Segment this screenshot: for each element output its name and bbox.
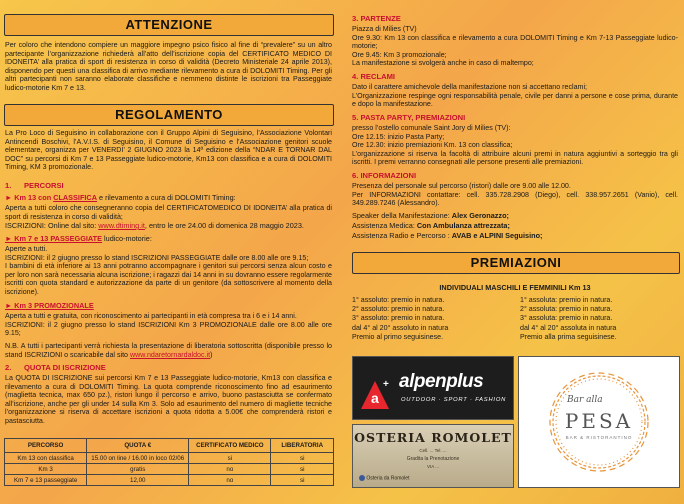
col-certificato: CERTIFICATO MEDICO <box>189 439 271 453</box>
col-liberatoria: LIBERATORIA <box>271 439 334 453</box>
km13-classifica-heading <box>5 194 236 203</box>
quota-heading: 2. QUOTA DI ISCRIZIONE <box>5 363 106 372</box>
premi-maschili <box>352 296 512 342</box>
table-cell: Km 13 con classifica <box>5 453 87 464</box>
premiazioni-subtitle: INDIVIDUALI MASCHILI E FEMMINILI Km 13 <box>439 283 591 292</box>
km3-text: Aperta a tutti e gratuita, con riconoscimento ai partecipanti in età compresa tra i 6 e i 14 anni. ISCRIZIONI: il 2 giugno presso lo stand ISCRIZIONI Km 3 PROMOZIONALE dalle ore 8.00 alle ore 9.15; <box>5 312 332 338</box>
pesa-tagline: BAR & RISTORANTINO <box>565 435 633 440</box>
table-cell: gratis <box>87 464 189 475</box>
medica-value: Con Ambulanza attrezzata; <box>416 221 510 230</box>
premio-line: dal 4° al 20° assoluto in natura <box>352 323 449 332</box>
table-cell: Km 3 <box>5 464 87 475</box>
table-cell: 12,00 <box>87 475 189 486</box>
regolamento-intro: La Pro Loco di Seguisino in collaborazione con il Gruppo Alpini di Seguisino, l’Associazione Volontari Antincendi Boschivi, l’A.V.I.S. di Seguisino, il Comune di Seguisino e l’Associazione genitori scuole elementare, organizza per VENERDI’ 2 GIUGNO 2023 la 14ª edizione della “NDAR E TORNAR DAL DOC” su percorsi di Km 7 e 13 Passeggiate ludico-motorie, Km13 con classifica e a cura di DOLOMITI Timing, KM 3 promozionale. <box>5 129 332 172</box>
reclami-heading: 4. RECLAMI <box>352 72 396 81</box>
km13-iscrizioni-suffix: , entro le ore 24.00 di domenica 28 maggio 2023. <box>144 221 304 230</box>
osteria-social-label: Osteria da Romolet <box>366 475 410 482</box>
svg-text:+: + <box>383 379 389 390</box>
premio-line: 2° assoluta: premio in natura. <box>520 305 613 314</box>
table-cell: si <box>271 475 334 486</box>
table-cell: Km 7 e 13 passeggiate <box>5 475 87 486</box>
premio-line: 1° assoluta: premio in natura. <box>520 296 613 304</box>
km3-heading: ► Km 3 PROMOZIONALE <box>5 301 94 310</box>
table-row <box>5 453 334 464</box>
km7e13-key: ► Km 7 e 13 PASSEGGIATE <box>5 234 102 243</box>
radio-label: Assistenza Radio e Percorso : <box>352 231 450 240</box>
informazioni-heading: 6. INFORMAZIONI <box>352 171 417 180</box>
table-cell: si <box>271 464 334 475</box>
pasta-text: presso l’ostello comunale Saint Jory di Milies (TV): Ore 12.15: inizio Pasta Party; Ore 12.30: inizio premiazioni Km. 13 con classifica; L’organizzazione si riserva la facoltà di attribuire alcuni premi in natura aggiuntivi a sorteggio tra gli iscritti. I premi verranno consegnati alle persone presenti alle premiazioni. <box>352 124 678 167</box>
premio-line: Premio alla prima seguisinese. <box>520 332 617 341</box>
table-cell: no <box>189 464 271 475</box>
alpenplus-logo-icon <box>361 369 397 409</box>
facebook-icon <box>359 475 365 481</box>
premiazioni-banner: PREMIAZIONI <box>352 252 680 274</box>
table-cell: no <box>189 475 271 486</box>
km13-iscrizioni-prefix: ISCRIZIONI: Online dal sito: <box>5 221 97 230</box>
partenze-heading: 3. PARTENZE <box>352 14 401 23</box>
km3-nb <box>5 342 332 359</box>
premio-line: 3° assoluto: premio in natura. <box>352 314 445 323</box>
attenzione-banner: ATTENZIONE <box>4 14 334 36</box>
sponsor-pesa <box>518 356 680 488</box>
quota-table-header <box>5 439 334 453</box>
km13-suffix: e rilevamento a cura di DOLOMITI Timing: <box>99 193 236 202</box>
alpenplus-tagline: OUTDOOR · SPORT · FASHION <box>401 397 507 403</box>
percorsi-heading: 1. PERCORSI <box>5 181 64 190</box>
km13-classifica-text: Aperta a tutti coloro che consegneranno copia del CERTIFICATOMEDICO DI IDONEITA’ alla pratica di sport di resistenza in corso di validità; <box>5 204 332 221</box>
pasta-heading: 5. PASTA PARTY, PREMIAZIONI <box>352 113 466 122</box>
partenze-text <box>352 25 678 68</box>
reclami-text: Dato il carattere amichevole della manifestazione non si accettano reclami; L’Organizzazione respinge ogni responsabilità penale, civile per danni a persone e cose prima, durante e dopo la manifestazione. <box>352 83 678 109</box>
premio-line: Premio al primo seguisinese. <box>352 332 444 341</box>
radio-line <box>352 232 542 241</box>
table-row <box>5 475 334 486</box>
km7e13-heading <box>5 235 152 244</box>
premio-line: 3° assoluta: premio in natura. <box>520 314 613 323</box>
km3-nb-suffix: ) <box>210 350 213 359</box>
partenze-line: Piazza di Milies (TV) <box>352 25 417 33</box>
attenzione-text: Per coloro che intendono compiere un maggiore impegno psico fisico al fine di “prevalere” su un altro partecipante l’organizzazione richiederà all’atto dell’iscrizione copia del CERTIFICATO MEDICO DI IDONEITA’ alla pratica di sport di resistenza in corso di validità (Decreto Ministeriale 24 aprile 2013), disponendo per questi una classifica di arrivo mediante rilevamento a cura di DOLOMITI Timing. Per gli altri partecipanti non saranno elaborate classifiche e nemmeno distinte le iscrizioni tra Passeggiate ludico-motorie Km 7 e 13. <box>5 41 332 92</box>
table-cell: si <box>271 453 334 464</box>
partenze-line: La manifestazione si svolgerà anche in caso di maltempo; <box>352 59 534 68</box>
km13-prefix: ► Km 13 con <box>5 193 52 202</box>
osteria-note: Gradita la Prenotazione <box>406 456 460 462</box>
regolamento-banner: REGOLAMENTO <box>4 104 334 126</box>
speaker-name: Alex Geronazzo; <box>451 211 509 220</box>
alpenplus-name: alpenplus <box>399 371 484 392</box>
km7e13-suffix: ludico-motorie: <box>104 234 152 243</box>
medica-label: Assistenza Medica: <box>352 221 415 230</box>
col-quota: QUOTA € <box>87 439 189 453</box>
km3-nb-prefix: N.B. A tutti i partecipanti verrà richiesta la presentazione di liberatoria sottoscritta (disponibile presso lo stand ISCRIZIONI o scaricabile dal sito <box>5 342 332 359</box>
premio-line: 2° assoluto: premio in natura. <box>352 305 445 314</box>
dtiming-link[interactable]: www.dtiming.it <box>98 221 145 230</box>
quota-table <box>4 438 334 486</box>
partenze-line: Ore 9.30: Km 13 con classifica e rilevamento a cura DOLOMITI Timing e Km 7-13 Passeggiate ludico-motorie; <box>352 33 678 51</box>
pesa-script: Bar alla <box>567 395 603 405</box>
km13-classifica-key: CLASSIFICA <box>53 193 97 202</box>
osteria-name: OSTERIA ROMOLET <box>354 430 512 445</box>
premio-line: 1° assoluto: premio in natura. <box>352 296 445 304</box>
table-row <box>5 464 334 475</box>
km13-iscrizioni <box>5 222 304 231</box>
quota-text: La QUOTA DI ISCRIZIONE sui percorsi Km 7 e 13 Passeggiate ludico-motorie, Km13 con classifica e rilevamento a cura di DOLOMITI Timing. La quota comprende riconoscimento fino ad esaurimento (maglietta tecnica, max 650 pz.), ristori lungo il percorso e arrivo, buono pastasciutta se confermato all’iscrizione, anche per gli under 14 sulla Km 3. Solo ad esaurimento del numero di magliette tecniche l’organizzazione si riserva di accettare iscrizioni a quota ridotta a 5.00€ che comprenderà ristori e pastasciutta. <box>5 374 332 425</box>
svg-text:a: a <box>371 390 379 406</box>
osteria-address: VIA ... <box>426 464 439 469</box>
sponsor-alpenplus <box>352 356 514 420</box>
sponsor-osteria <box>352 424 514 488</box>
premio-line: dal 4° al 20° assoluta in natura <box>520 323 617 332</box>
table-cell: si <box>189 453 271 464</box>
radio-value: AVAB e ALPINI Seguisino; <box>451 231 543 240</box>
table-cell: 15.00 on line / 16.00 in loco 02/06 <box>87 453 189 464</box>
osteria-tel: Cell. ... Tel. ... <box>419 448 447 453</box>
km7e13-text: Aperte a tutti. ISCRIZIONI: il 2 giugno presso lo stand ISCRIZIONI PASSEGGIATE dalle ore 8.00 alle ore 9.15; I bambini di età inferiore ai 13 anni potranno accompagnare i genitori sui percorsi senza alcun costo e per loro non sarà necessaria alcuna iscrizione; i ragazzi dai 14 anni in su dovranno essere regolarmente iscritti con quota standard e autorizzazione da parte di un genitore (da sottoscrivere al momento della iscrizione). <box>5 245 332 296</box>
col-percorso: PERCORSO <box>5 439 87 453</box>
informazioni-text: Presenza del personale sul percorso (ristori) dalle ore 9.00 alle 12.00. Per INFORMAZIONI contattare: cell. 335.728.2908 (Diego), cell. 338.957.2651 (Vanio), cell. 349.289.7246 (Alessandro). <box>352 182 678 208</box>
speaker-label: Speaker della Manifestazione: <box>352 211 450 220</box>
speaker-line <box>352 212 509 221</box>
medica-line <box>352 222 510 231</box>
osteria-social <box>359 475 409 481</box>
pesa-name: PESA <box>564 409 634 433</box>
premi-femminili <box>520 296 680 342</box>
ndaretornar-link[interactable]: www.ndaretornardaldoc.it <box>130 350 211 359</box>
partenze-line: Ore 9.45: Km 3 promozionale; <box>352 50 447 59</box>
